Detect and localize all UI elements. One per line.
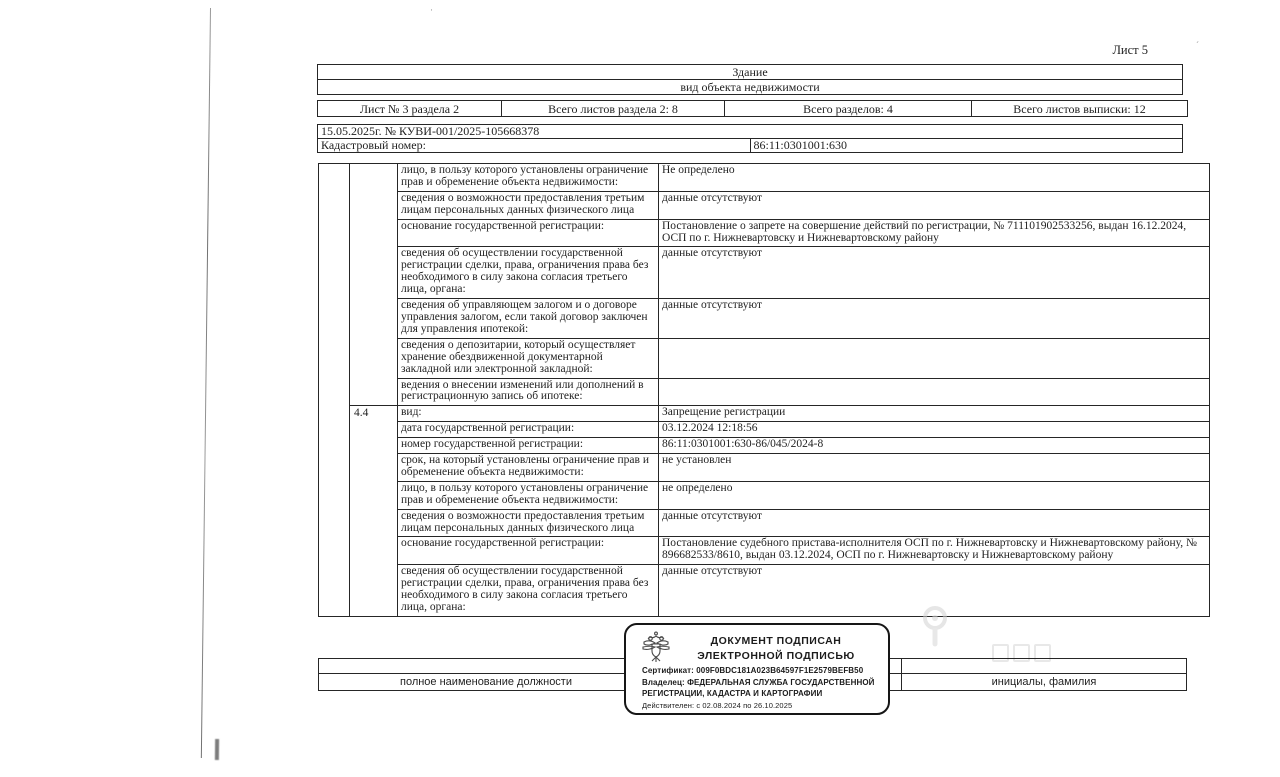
- name-caption: инициалы, фамилия: [902, 674, 1187, 691]
- row-value-cell: [659, 338, 1210, 378]
- table-row: [319, 378, 1210, 406]
- row-label-cell: основание государственной регистрации:: [398, 537, 659, 565]
- row-value-cell: Постановление о запрете на совершение действий по регистрации, № 711101902533256, выдан 16.12.2024, ОСП по г. Нижневартовску и Нижневартовскому району: [659, 219, 1210, 247]
- row-label-cell: сведения об осуществлении государственной регистрации сделки, права, ограничения права без необходимого в силу закона согласия третьего лица, органа:: [398, 247, 659, 299]
- row-label-cell: лицо, в пользу которого установлены ограничение прав и обременение объекта недвижимости:: [398, 481, 659, 509]
- table-row: [319, 219, 1210, 247]
- meta-total-sheets-of-section: Всего листов раздела 2: 8: [502, 101, 725, 117]
- table-row: [319, 481, 1210, 509]
- row-value-cell: данные отсутствуют: [659, 191, 1210, 219]
- stamp-title-line2: ЭЛЕКТРОННОЙ ПОДПИСЬЮ: [697, 650, 855, 662]
- row-value-cell: не установлен: [659, 454, 1210, 482]
- digital-signature-stamp: [624, 623, 890, 715]
- sheet-meta-table: [317, 100, 1188, 117]
- spacer-column-cell: [319, 164, 350, 617]
- cadastral-number-value: 86:11:0301001:630: [750, 139, 1183, 153]
- row-label-cell: сведения о возможности предоставления третьим лицам персональных данных физического лица: [398, 509, 659, 537]
- watermark-ghost-pin-icon: [920, 604, 950, 655]
- table-row: [319, 191, 1210, 219]
- row-label-cell: сведения об управляющем залогом и о договоре управления залогом, если такой договор заключен для управления ипотекой:: [398, 299, 659, 339]
- stamp-certificate: Сертификат: 009F0BDC181A023B64597F1E2579BEFB50: [642, 666, 864, 675]
- table-row: [319, 406, 1210, 422]
- row-value-cell: данные отсутствуют: [659, 247, 1210, 299]
- row-label-cell: сведения о депозитарии, который осуществляет хранение обездвиженной документарной закладной или электронной закладной:: [398, 338, 659, 378]
- scan-speck: ´: [1196, 40, 1199, 50]
- stamp-owner-line1: Владелец: ФЕДЕРАЛЬНАЯ СЛУЖБА ГОСУДАРСТВЕННОЙ: [642, 677, 875, 687]
- row-label-cell: сведения о возможности предоставления третьим лицам персональных данных физического лица: [398, 191, 659, 219]
- row-label-cell: сведения об осуществлении государственной регистрации сделки, права, ограничения права без необходимого в силу закона согласия третьего лица, органа:: [398, 565, 659, 617]
- row-value-cell: [659, 378, 1210, 406]
- table-row: [319, 338, 1210, 378]
- row-label-cell: основание государственной регистрации:: [398, 219, 659, 247]
- row-value-cell: данные отсутствуют: [659, 299, 1210, 339]
- signature-space-cell: [902, 659, 1187, 674]
- position-caption: полное наименование должности: [319, 674, 654, 691]
- table-row: [319, 422, 1210, 438]
- row-value-cell: 86:11:0301001:630-86/045/2024-8: [659, 438, 1210, 454]
- table-row: [319, 299, 1210, 339]
- request-info-table: [317, 124, 1183, 153]
- row-value-cell: Запрещение регистрации: [659, 406, 1210, 422]
- stamp-owner-line2: РЕГИСТРАЦИИ, КАДАСТРА И КАРТОГРАФИИ: [642, 689, 823, 698]
- object-type-table: [317, 64, 1183, 95]
- table-row: [319, 247, 1210, 299]
- cadastral-number-label: Кадастровый номер:: [318, 139, 751, 153]
- row-value-cell: данные отсутствуют: [659, 509, 1210, 537]
- meta-sheet-of-section: Лист № 3 раздела 2: [318, 101, 502, 117]
- table-row: [319, 565, 1210, 617]
- stamp-title: [678, 634, 874, 664]
- page-edge-line: [201, 8, 212, 758]
- table-row: [319, 537, 1210, 565]
- row-value-cell: не определено: [659, 481, 1210, 509]
- meta-total-sections: Всего разделов: 4: [725, 101, 972, 117]
- sheet-number: Лист 5: [1112, 43, 1148, 57]
- stamp-title-line1: ДОКУМЕНТ ПОДПИСАН: [710, 635, 842, 647]
- item-number-cell: 4.4: [350, 406, 398, 617]
- item-number-cell: [350, 164, 398, 406]
- meta-total-sheets-extract: Всего листов выписки: 12: [972, 101, 1188, 117]
- table-row: [319, 164, 1210, 192]
- table-row: [319, 509, 1210, 537]
- stamp-validity: Действителен: с 02.08.2024 по 26.10.2025: [642, 700, 793, 710]
- row-value-cell: данные отсутствуют: [659, 565, 1210, 617]
- restrictions-table: [318, 163, 1210, 617]
- row-value-cell: Постановление судебного пристава-исполнителя ОСП по г. Нижневартовску и Нижневартовскому району, № 896682533/8610, выдан 03.12.2024, ОСП по г. Нижневартовску и Нижневартовскому району: [659, 537, 1210, 565]
- table-row: [319, 438, 1210, 454]
- row-value-cell: Не определено: [659, 164, 1210, 192]
- signature-space-cell: [319, 659, 654, 674]
- table-row: [319, 454, 1210, 482]
- row-label-cell: ведения о внесении изменений или дополнений в регистрационную запись об ипотеке:: [398, 378, 659, 406]
- row-value-cell: 03.12.2024 12:18:56: [659, 422, 1210, 438]
- row-label-cell: дата государственной регистрации:: [398, 422, 659, 438]
- object-type-caption: вид объекта недвижимости: [318, 80, 1183, 95]
- object-type: Здание: [318, 65, 1183, 80]
- row-label-cell: вид:: [398, 406, 659, 422]
- scan-artifact: [215, 739, 219, 760]
- row-label-cell: срок, на который установлены ограничение прав и обременение объекта недвижимости:: [398, 454, 659, 482]
- row-label-cell: лицо, в пользу которого установлены ограничение прав и обременение объекта недвижимости:: [398, 164, 659, 192]
- request-date-number: 15.05.2025г. № КУВИ-001/2025-105668378: [318, 125, 1183, 139]
- row-label-cell: номер государственной регистрации:: [398, 438, 659, 454]
- scan-speck: ·: [430, 5, 433, 15]
- stamp-details: [642, 665, 878, 711]
